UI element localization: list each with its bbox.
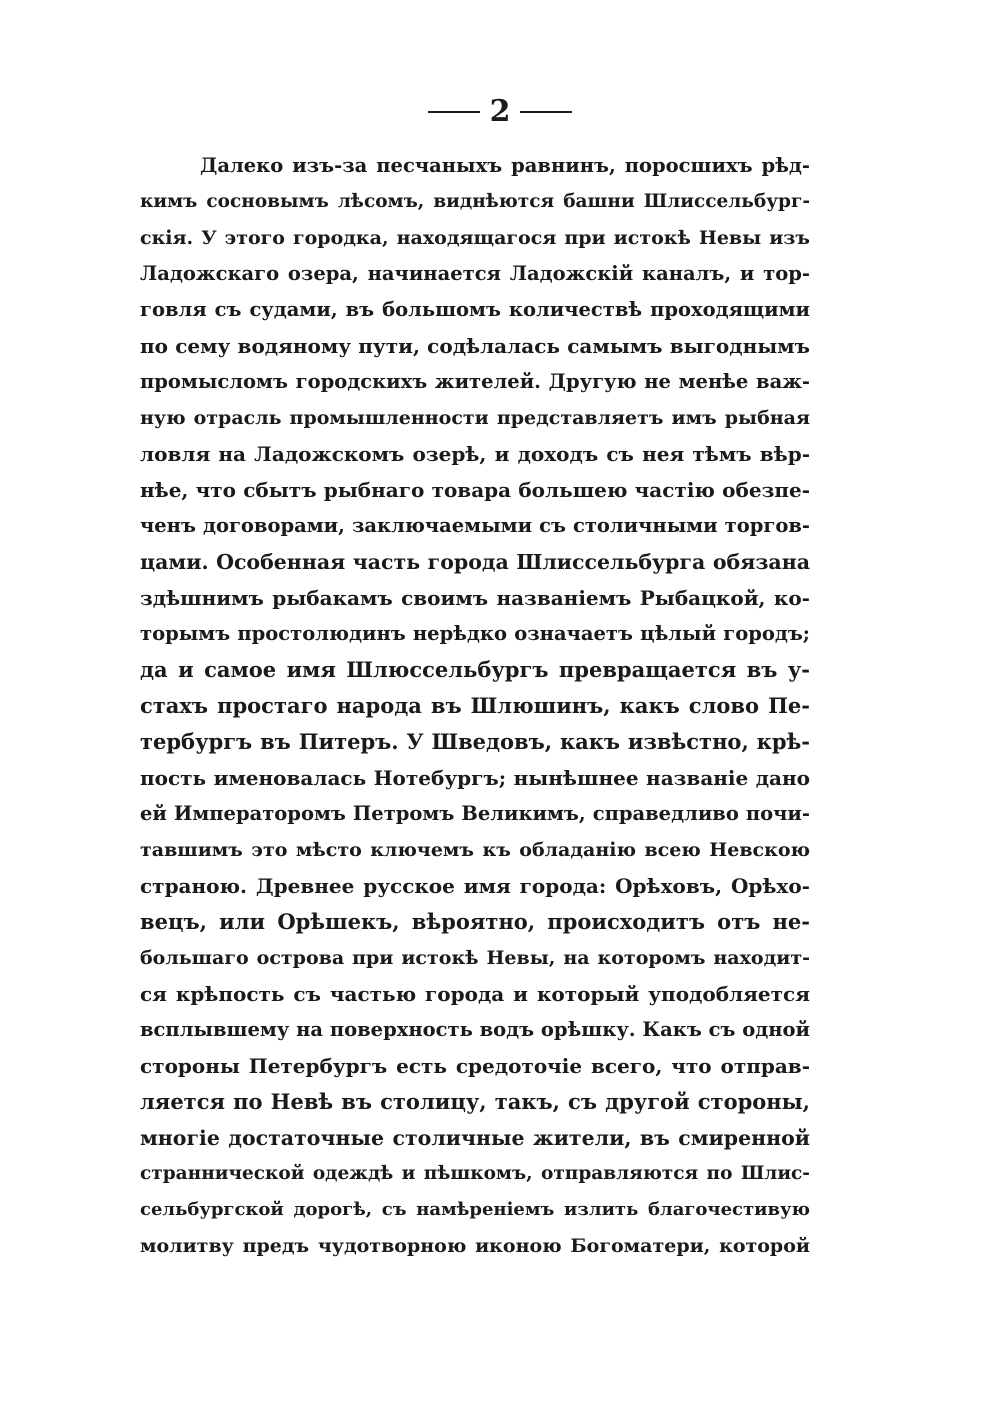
text-line: промысломъ городскихъ жителей. Другую не менѣе важ-: [140, 370, 810, 393]
text-line: пость именовалась Нотебургъ; нынѣшнее названіе дано: [140, 766, 810, 790]
text-line: торымъ простолюдинъ нерѣдко означаетъ цѣлый городъ;: [140, 622, 810, 645]
text-line: многіе достаточные столичные жители, въ смиренной: [140, 1126, 810, 1150]
text-line: скія. У этого городка, находящагося при истокѣ Невы изъ: [140, 227, 810, 249]
text-line: ную отрасль промышленности представляетъ имъ рыбная: [140, 407, 810, 429]
left-rule: [428, 111, 480, 113]
text-line: говля съ судами, въ большомъ количествѣ проходящими: [140, 298, 810, 321]
text-line: молитву предъ чудотворною иконою Богоматери, которой: [140, 1235, 810, 1257]
text-line: ся крѣпость съ частью города и который уподобляется: [140, 982, 810, 1006]
page-number: 2: [489, 94, 511, 129]
text-line: здѣшнимъ рыбакамъ своимъ названіемъ Рыбацкой, ко-: [140, 586, 810, 610]
text-line: страннической одеждѣ и пѣшкомъ, отправляются по Шлис-: [140, 1163, 810, 1184]
text-line: вецъ, или Орѣшекъ, вѣроятно, происходитъ отъ не-: [140, 909, 810, 934]
text-line: Далеко изъ-за песчаныхъ равнинъ, поросшихъ рѣд-: [200, 154, 810, 177]
text-line: большаго острова при истокѣ Невы, на которомъ находит-: [140, 947, 810, 969]
text-line: страною. Древнее русское имя города: Орѣховъ, Орѣхо-: [140, 874, 810, 898]
text-line: по сему водяному пути, содѣлалась самымъ выгоднымъ: [140, 334, 810, 358]
text-line: сельбургской дорогѣ, съ намѣреніемъ излить благочестивую: [140, 1199, 810, 1220]
text-line: ляется по Невѣ въ столицу, такъ, съ другой стороны,: [140, 1089, 810, 1114]
text-line: цами. Особенная часть города Шлиссельбурга обязана: [140, 550, 810, 574]
text-line: ловля на Ладожскомъ озерѣ, и доходъ съ нея тѣмъ вѣр-: [140, 442, 810, 466]
text-line: тербургъ въ Питеръ. У Шведовъ, какъ извѣстно, крѣ-: [140, 729, 810, 754]
text-line: всплывшему на поверхность водъ орѣшку. Какъ съ одной: [140, 1018, 810, 1041]
text-line: стороны Петербургъ есть средоточіе всего, что отправ-: [140, 1054, 810, 1078]
text-line: тавшимъ это мѣсто ключемъ къ обладанію всею Невскою: [140, 839, 810, 861]
right-rule: [520, 111, 572, 113]
text-line: кимъ сосновымъ лѣсомъ, виднѣются башни Шлиссельбург-: [140, 191, 810, 212]
text-line: Ладожскаго озера, начинается Ладожскій каналъ, и тор-: [140, 262, 810, 285]
text-line: ей Императоромъ Петромъ Великимъ, справедливо почи-: [140, 802, 810, 825]
text-line: ченъ договорами, заключаемыми съ столичными торгов-: [140, 514, 810, 537]
page-header: [0, 92, 1000, 132]
text-line: да и самое имя Шлюссельбургъ превращается въ у-: [140, 657, 810, 682]
text-line: стахъ простаго народа въ Шлюшинъ, какъ слово Пе-: [140, 693, 810, 718]
text-line: нѣе, что сбытъ рыбнаго товара большею частію обезпе-: [140, 478, 810, 502]
